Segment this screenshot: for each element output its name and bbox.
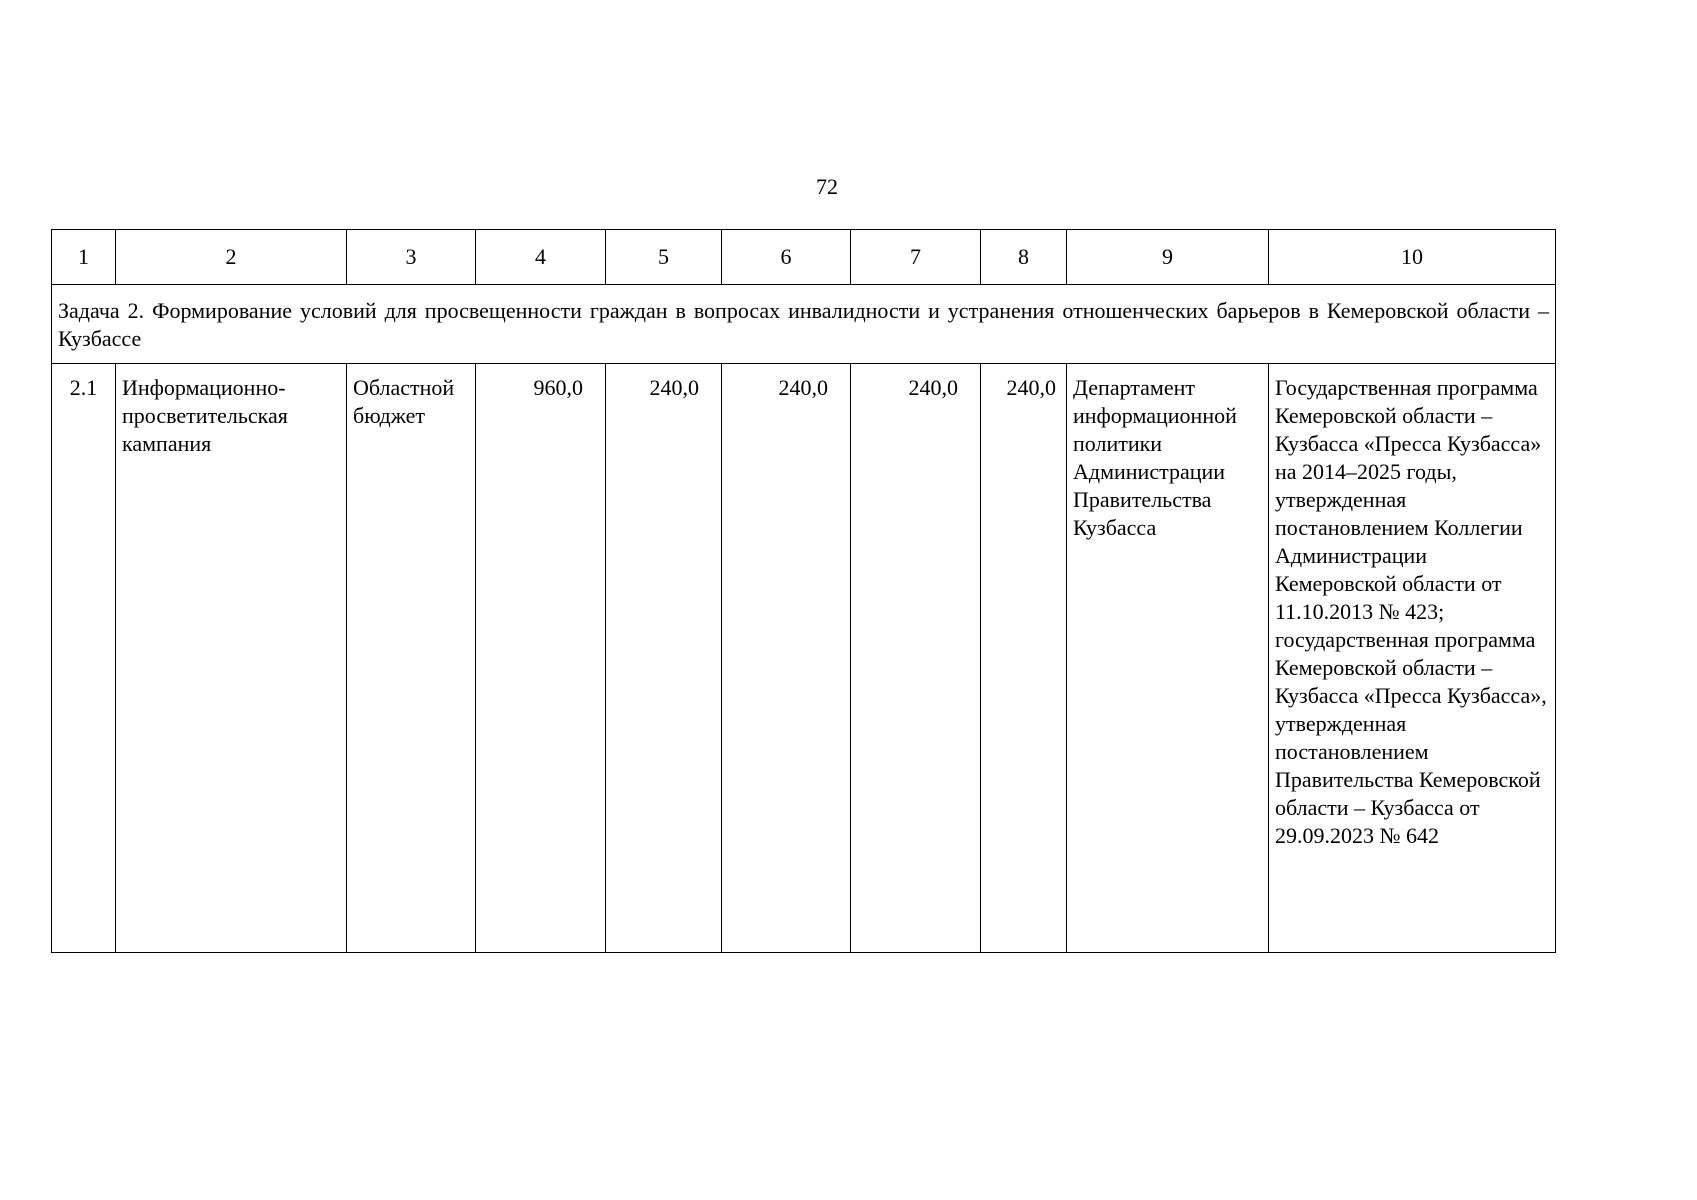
table-header-row bbox=[52, 230, 1556, 285]
column-header: 2 bbox=[116, 230, 347, 285]
amount-cell: 240,0 bbox=[981, 364, 1067, 953]
funding-source-cell: Областной бюджет bbox=[347, 364, 476, 953]
row-number: 2.1 bbox=[52, 364, 116, 953]
program-table bbox=[51, 229, 1556, 953]
column-header: 4 bbox=[476, 230, 606, 285]
table-row bbox=[52, 364, 1556, 953]
column-header: 9 bbox=[1067, 230, 1269, 285]
task-row bbox=[52, 285, 1556, 364]
amount-cell: 240,0 bbox=[851, 364, 981, 953]
column-header: 10 bbox=[1269, 230, 1556, 285]
column-header: 8 bbox=[981, 230, 1067, 285]
activity-cell: Информационно-просветительская кампания bbox=[116, 364, 347, 953]
amount-cell: 240,0 bbox=[722, 364, 851, 953]
amount-cell: 240,0 bbox=[606, 364, 722, 953]
column-header: 7 bbox=[851, 230, 981, 285]
program-cell: Государственная программа Кемеровской области – Кузбасса «Пресса Кузбасса» на 2014–2025 годы, утвержденная постановлением Коллегии Администрации Кемеровской области от 11.10.2013 № 423; государственная программа Кемеровской области – Кузбасса «Пресса Кузбасса», утвержденная постановлением Правительства Кемеровской области – Кузбасса от 29.09.2023 № 642 bbox=[1269, 364, 1556, 953]
column-header: 3 bbox=[347, 230, 476, 285]
column-header: 5 bbox=[606, 230, 722, 285]
executor-cell: Департамент информационной политики Администрации Правительства Кузбасса bbox=[1067, 364, 1269, 953]
total-amount-cell: 960,0 bbox=[476, 364, 606, 953]
column-header: 1 bbox=[52, 230, 116, 285]
column-header: 6 bbox=[722, 230, 851, 285]
page-number: 72 bbox=[816, 174, 838, 199]
task-title: Задача 2. Формирование условий для просвещенности граждан в вопросах инвалидности и устранения отношенческих барьеров в Кемеровской области – Кузбассе bbox=[52, 285, 1556, 364]
